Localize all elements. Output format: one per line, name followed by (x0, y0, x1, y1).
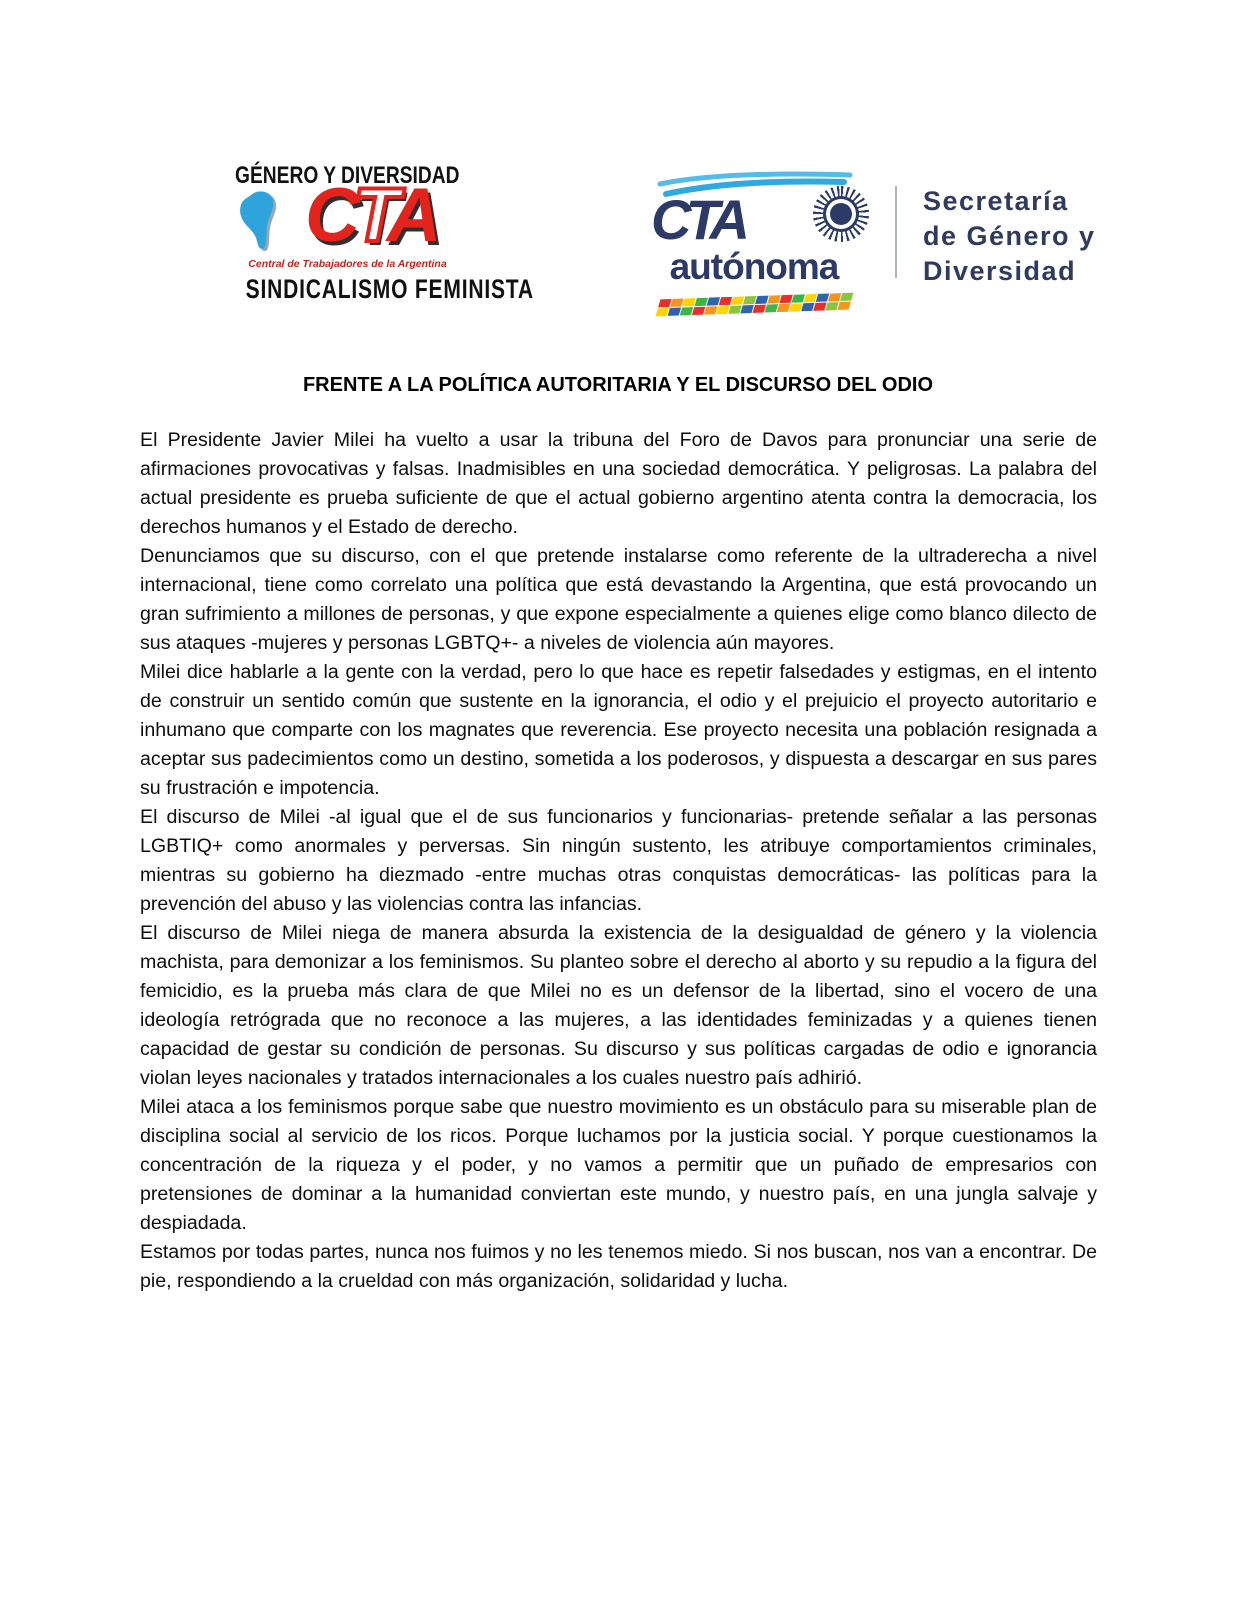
band-cell (679, 307, 692, 315)
cta-letter-t: T (352, 173, 387, 258)
document-title: FRENTE A LA POLÍTICA AUTORITARIA Y EL DISCURSO DEL ODIO (302, 374, 934, 396)
band-cell (788, 303, 801, 311)
secretariat-line-3: Diversidad (923, 256, 1077, 287)
secretariat-line-1: Secretaría (923, 186, 1069, 216)
cta-autonoma-logo-group (645, 170, 1096, 313)
cta-autonoma-wordmark (645, 188, 863, 251)
cta-letter-t: T (685, 188, 710, 251)
wiphala-band-icon (655, 293, 853, 317)
band-cell (730, 296, 743, 304)
cta-autonoma-logo (645, 170, 863, 313)
cta-letter-a: A (386, 173, 435, 258)
paragraph: Milei dice hablarle a la gente con la verdad, pero lo que hace es repetir falsedades y estigmas, en el intento de construir un sentido común que sustente en la ignorancia, el odio y el prejuicio el proyecto autoritario e inhumano que comparte con los magnates que reverencia. Ese proyecto necesita una población resignada a aceptar sus padecimientos como un destino, sometida a los poderosos, y dispuesta a descargar en sus pares su frustración e impotencia. (140, 661, 1097, 799)
band-cell (837, 302, 850, 310)
band-cell (658, 299, 671, 307)
band-cell (718, 297, 731, 305)
band-cell (755, 296, 768, 304)
paragraph: El Presidente Javier Milei ha vuelto a usar la tribuna del Foro de Davos para pronunciar una serie de afirmaciones provocativas y falsas. Inadmisibles en una sociedad democrática. Y peligrosas. La palabra del actual presidente es prueba suficiente de que el actual gobierno argentino atenta contra la democracia, los derechos humanos y el Estado de derecho. (140, 429, 1097, 538)
sindicalismo-feminista-label: SINDICALISMO FEMINISTA (245, 274, 534, 304)
genero-diversidad-label: GÉNERO Y DIVERSIDAD (235, 162, 460, 189)
band-cell (706, 297, 719, 305)
band-cell (667, 308, 680, 316)
band-cell (791, 294, 804, 302)
band-cell (813, 303, 826, 311)
document-body (140, 426, 1097, 1296)
band-cell (752, 305, 765, 313)
band-cell (779, 295, 792, 303)
cta-letter-c: C (651, 188, 686, 251)
paragraph: Denunciamos que su discurso, con el que pretende instalarse como referente de la ultraderecha a nivel internacional, tiene como correlato una política que está devastando la Argentina, que está provocando un gran sufrimiento a millones de personas, y que expone especialmente a quienes elige como blanco dilecto de sus ataques -mujeres y personas LGBTQ+- a niveles de violencia aún mayores. (140, 545, 1097, 654)
band-cell (740, 305, 753, 313)
band-cell (840, 293, 853, 301)
band-cell (801, 303, 814, 311)
logo-divider (895, 186, 897, 278)
cta-letter-a: A (709, 188, 744, 251)
paragraph: Estamos por todas partes, nunca nos fuimos y no les tenemos miedo. Si nos buscan, nos van a encontrar. De pie, respondiendo a la crueldad con más organización, solidaridad y lucha. (140, 1241, 1097, 1292)
band-cell (743, 296, 756, 304)
band-cell (764, 304, 777, 312)
band-cell (694, 298, 707, 306)
cta-acronym-navy (651, 188, 744, 251)
cta-full-name-label: Central de Trabajadores de la Argentina (248, 258, 447, 270)
paragraph: El discurso de Milei -al igual que el de sus funcionarios y funcionarias- pretende señalar a las personas LGBTIQ+ como anormales y perversas. Sin ningún sustento, les atribuye comportamientos criminales, mientras su gobierno ha diezmado -entre muchas otras conquistas democráticas- las políticas para la prevención del abuso y las violencias contra las infancias. (140, 806, 1097, 915)
band-cell (704, 306, 717, 314)
band-cell (767, 295, 780, 303)
cta-acronym-red (305, 173, 435, 258)
band-cell (815, 294, 828, 302)
band-cell (682, 298, 695, 306)
secretariat-label (923, 184, 1096, 289)
band-cell (827, 293, 840, 301)
band-cell (776, 304, 789, 312)
band-cell (691, 307, 704, 315)
south-america-map-icon (225, 183, 299, 258)
band-cell (655, 308, 668, 316)
band-cell (670, 299, 683, 307)
cta-genero-diversidad-logo (205, 162, 534, 305)
sun-of-may-icon (813, 186, 869, 242)
paragraph: El discurso de Milei niega de manera absurda la existencia de la desigualdad de género y la violencia machista, para demonizar a los feminismos. Su planteo sobre el derecho al aborto y su repudio a la figura del femicidio, es la prueba más clara de que Milei no es un defensor de la libertad, sino el vocero de una ideología retrógrada que no reconoce a las mujeres, a las identidades feminizadas y a quienes tienen capacidad de gestar su condición de personas. Su discurso y sus políticas cargadas de odio e ignorancia violan leyes nacionales y tratados internacionales a los cuales nuestro país adhirió. (140, 922, 1097, 1089)
band-cell (803, 294, 816, 302)
secretariat-line-2: de Género y (923, 221, 1096, 252)
cta-letter-c: C (305, 173, 353, 258)
autonoma-label: autónoma (669, 246, 839, 287)
band-cell (825, 302, 838, 310)
paragraph: Milei ataca a los feminismos porque sabe que nuestro movimiento es un obstáculo para su miserable plan de disciplina social al servicio de los ricos. Porque luchamos por la justicia social. Y porque cuestionamos la concentración de la riqueza y el poder, y no vamos a permitir que un puñado de empresarios con pretensiones de dominar a la humanidad conviertan este mundo, y nuestro país, en una jungla salvaje y despiadada. (140, 1096, 1097, 1234)
band-cell (728, 305, 741, 313)
band-cell (716, 306, 729, 314)
